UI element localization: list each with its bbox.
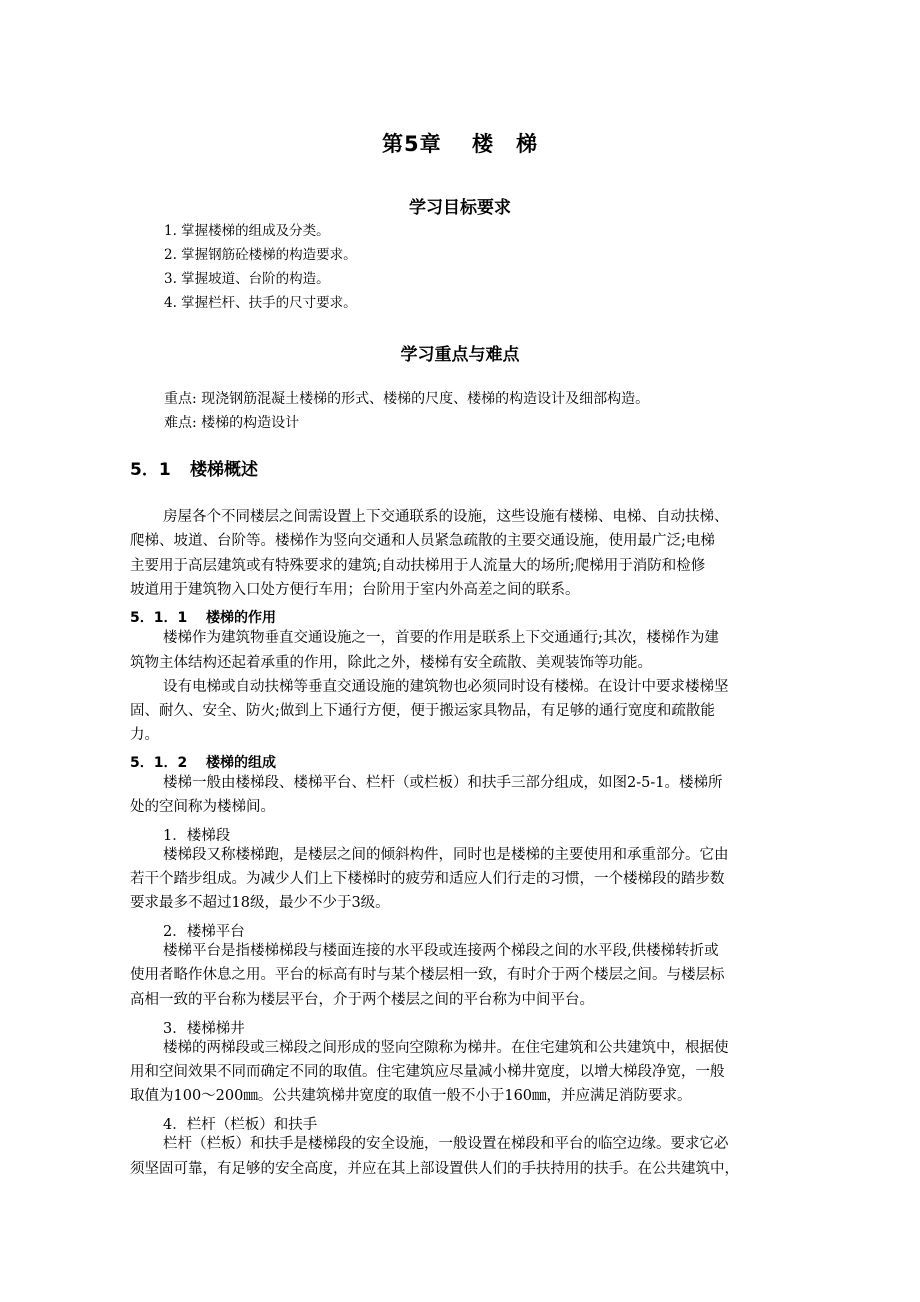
- section-number: 5．1: [130, 460, 171, 480]
- key-point-difficulty: 难点: 楼梯的构造设计: [164, 415, 300, 431]
- component-label: 3．楼梯梯井: [163, 1021, 245, 1037]
- body-line: 房屋各个不同楼层之间需设置上下交通联系的设施，这些设施有楼梯、电梯、自动扶梯、: [163, 509, 729, 525]
- body-line: 楼梯作为建筑物垂直交通设施之一，首要的作用是联系上下交通通行;其次，楼梯作为建: [163, 630, 719, 646]
- body-line: 固、耐久、安全、防火;做到上下通行方便，便于搬运家具物品，有足够的通行宽度和疏散能: [130, 703, 715, 719]
- body-line: 楼梯段又称楼梯跑，是楼层之间的倾斜构件，同时也是楼梯的主要使用和承重部分。它由: [163, 847, 729, 863]
- subsection-title: 楼梯的作用: [206, 610, 276, 626]
- body-line: 楼梯的两梯段或三梯段之间形成的竖向空隙称为梯井。在住宅建筑和公共建筑中，根据使: [163, 1040, 729, 1056]
- subsection-heading: [130, 752, 276, 772]
- section-heading: [130, 455, 258, 480]
- component-label: 1．楼梯段: [163, 828, 231, 844]
- body-line: 楼梯平台是指楼梯梯段与楼面连接的水平段或连接两个梯段之间的水平段,供楼梯转折或: [163, 943, 719, 959]
- component-label: 4．栏杆（栏板）和扶手: [163, 1117, 318, 1133]
- goals-heading: 学习目标要求: [409, 198, 511, 218]
- chapter-title: 第5章 楼 梯: [382, 132, 538, 156]
- body-line: 爬梯、坡道、台阶等。楼梯作为竖向交通和人员紧急疏散的主要交通设施，使用最广泛;电梯: [130, 533, 715, 549]
- body-line: 用和空间效果不同而确定不同的取值。住宅建筑应尽量减小梯井宽度，以增大梯段净宽，一般: [130, 1064, 725, 1080]
- body-line: 楼梯一般由楼梯段、楼梯平台、栏杆（或栏板）和扶手三部分组成，如图2-5-1。楼梯所: [163, 775, 723, 791]
- body-line: 处的空间称为楼梯间。: [130, 799, 275, 815]
- body-line: 若干个踏步组成。为减少人们上下楼梯时的疲劳和适应人们行走的习惯，一个楼梯段的踏步数: [130, 871, 725, 887]
- body-line: 要求最多不超过18级，最少不少于3级。: [130, 895, 390, 911]
- body-line: 栏杆（栏板）和扶手是楼梯段的安全设施，一般设置在梯段和平台的临空边缘。要求它必: [163, 1136, 729, 1152]
- body-line: 设有电梯或自动扶梯等垂直交通设施的建筑物也必须同时设有楼梯。在设计中要求楼梯坚: [163, 679, 729, 695]
- key-points-heading: 学习重点与难点: [400, 345, 520, 365]
- component-label: 2．楼梯平台: [163, 924, 245, 940]
- goal-item: 3. 掌握坡道、台阶的构造。: [164, 271, 330, 287]
- subsection-number: 5．1．2: [130, 755, 188, 771]
- body-line: 筑物主体结构还起着承重的作用，除此之外，楼梯有安全疏散、美观装饰等功能。: [130, 655, 652, 671]
- key-point-focus: 重点: 现浇钢筋混凝土楼梯的形式、楼梯的尺度、楼梯的构造设计及细部构造。: [164, 391, 650, 407]
- goal-item: 2. 掌握钢筋砼楼梯的构造要求。: [164, 247, 357, 263]
- body-line: 坡道用于建筑物入口处方便行车用；台阶用于室内外高差之间的联系。: [130, 582, 580, 598]
- subsection-heading: [130, 607, 276, 627]
- body-line: 力。: [130, 727, 159, 743]
- body-line: 使用者略作休息之用。平台的标高有时与某个楼层相一致，有时介于两个楼层之间。与楼层标: [130, 967, 725, 983]
- subsection-title: 楼梯的组成: [206, 755, 276, 771]
- body-line: 须坚固可靠，有足够的安全高度，并应在其上部设置供人们的手扶持用的扶手。在公共建筑中，: [130, 1161, 739, 1177]
- goal-item: 1. 掌握楼梯的组成及分类。: [164, 223, 330, 239]
- goal-item: 4. 掌握栏杆、扶手的尺寸要求。: [164, 295, 357, 311]
- section-title: 楼梯概述: [190, 460, 258, 480]
- body-line: 主要用于高层建筑或有特殊要求的建筑;自动扶梯用于人流量大的场所;爬梯用于消防和检修: [130, 558, 706, 574]
- subsection-number: 5．1．1: [130, 610, 188, 626]
- body-line: 取值为100～200㎜。公共建筑梯井宽度的取值一般不小于160㎜，并应满足消防要求。: [130, 1088, 692, 1104]
- body-line: 高相一致的平台称为楼层平台，介于两个楼层之间的平台称为中间平台。: [130, 992, 594, 1008]
